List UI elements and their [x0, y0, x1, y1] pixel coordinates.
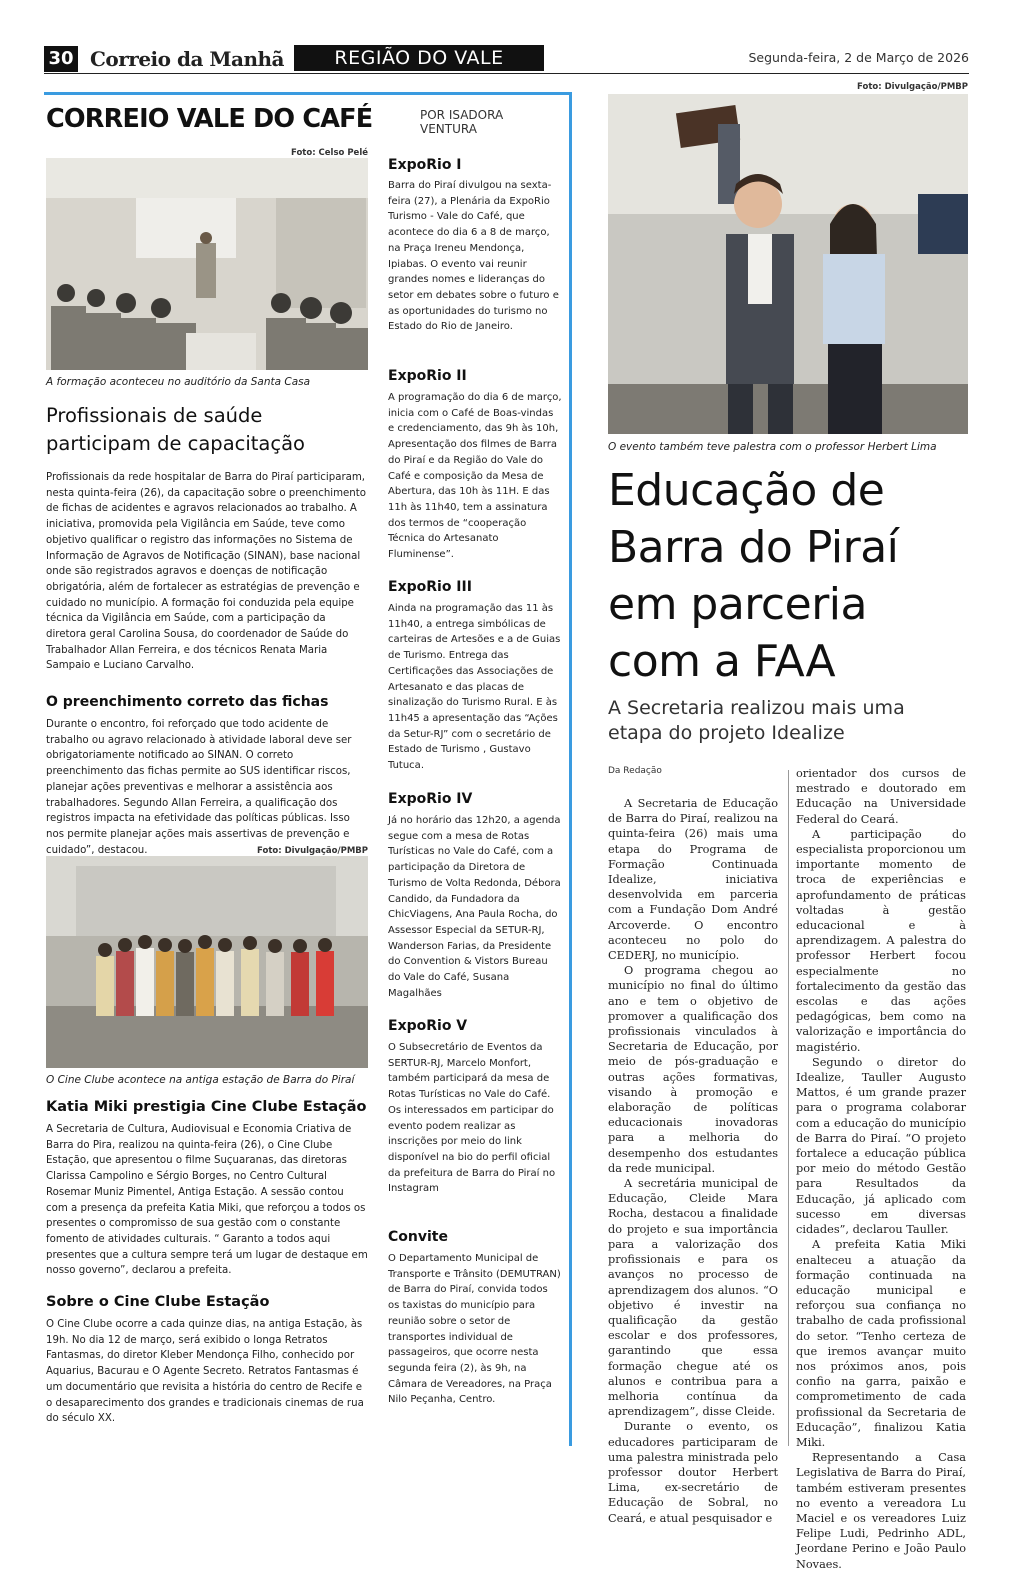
main-headline-line-4: com a FAA [608, 636, 836, 687]
article1-headline-line-2: participam de capacitação [46, 432, 305, 455]
main-col1-p2: O programa chegou ao município no final do último ano e tem o objetivo de promover a qualificação dos profissionais vinculados à Secretaria de Educação, por meio de pós-graduação e outras ações formativas, visando à promoção e elaboração de políticas educacionais inovadoras para a melhoria do desempenho dos estudantes da rede municipal. [608, 964, 778, 1175]
expo-3-body: Ainda na programação das 11 às 11h40, a entrega simbólicas de carteiras de Artesões e a de Guias de Turismo. Entrega das Certificações das Associações de Artesanato e das placas de sinalização do Turismo Rural. E às 11h45 a apresentação das “Ações da Setur-RJ” com o secretário de Estado de Turismo , Gustavo Tutuca. [388, 603, 561, 772]
photo2-caption: O Cine Clube acontece na antiga estação de Barra do Piraí [46, 1074, 355, 1086]
main-col2-p4: Representando a Casa Legislativa de Barra do Piraí, também estiveram presentes no evento a vereadora Lu Maciel e os vereadores Luiz Felipe Ludi, Pedrinho ADL, Jeordane Perino e João Paulo Novaes. [796, 1451, 966, 1571]
herbert-lima-illustration [608, 94, 968, 434]
main-deck-line-2: etapa do projeto Idealize [608, 722, 845, 744]
photo3-caption: O evento também teve palestra com o professor Herbert Lima [608, 441, 937, 453]
photo2-credit: Foto: Divulgação/PMBP [257, 846, 368, 856]
main-deck-line-1: A Secretaria realizou mais uma [608, 697, 905, 719]
main-col1-p3: A secretária municipal de Educação, Cleide Mara Rocha, destacou a finalidade do projeto e sua importância para a valorização dos profissionais e para os avanços no processo de aprendizagem dos alunos. “O objetivo é investir na qualificação da gestão escolar e dos professores, garantindo que essa formação chegue até os alunos e contribua para a melhoria contínua da aprendizagem”, disse Cleide. [608, 1177, 778, 1419]
main-col2-p3: A prefeita Katia Miki enalteceu a atuação da formação continuada na educação municipal e reforçou sua confiança no trabalho de cada profissional do setor. “Tenho certeza de que iremos avançar muito nos próximos anos, pois confio na garra, paixão e comprometimento de cada profissional da Secretaria de Educação”, finalizou Katia Miki. [796, 1238, 966, 1449]
main-author: Da Redação [608, 766, 662, 776]
herbert-lima-photo [608, 94, 968, 434]
convite-body: O Departamento Municipal de Transporte e Trânsito (DEMUTRAN) de Barra do Piraí, convida todos os taxistas do município para reunião sobre o setor de transportes individual de passageiros, que ocorre nesta segunda feira (2), às 9h, na Câmara de Vereadores, na Praça Nilo Peçanha, Centro. [388, 1253, 561, 1406]
main-col2-p1: A participação do especialista proporcionou um importante momento de troca de experiências e aprofundamento de práticas voltadas à gestão educacional e à aprendizagem. A palestra do professor Herbert focou especialmente no fortalecimento da gestão das escolas e das ações pedagógicas, bem como na valorização e importância do magistério. [796, 827, 966, 1054]
auditorium-photo [46, 158, 368, 370]
issue-date: Segunda-feira, 2 de Março de 2026 [748, 50, 969, 65]
byline-line-1: POR ISADORA [420, 108, 504, 122]
photo1-credit: Foto: Celso Pelé [290, 148, 368, 158]
main-deck [608, 696, 968, 746]
expo-4-title: ExpoRio IV [388, 791, 473, 807]
article2-subhead: Sobre o Cine Clube Estação [46, 1294, 270, 1310]
article1-headline-line-1: Profissionais de saúde [46, 404, 263, 427]
expo-5-title: ExpoRio V [388, 1018, 468, 1034]
main-col2-continued: orientador dos cursos de mestrado e doutorado em Educação na Universidade Federal do Ceará. [796, 767, 966, 826]
photo3-credit: Foto: Divulgação/PMBP [857, 82, 968, 92]
main-col1-p1: A Secretaria de Educação de Barra do Piraí, realizou na quinta-feira (26) mais uma etapa do Programa de Formação Continuada Idealize, iniciativa desenvolvida em parceria com a Fundação Dom André Arcoverde. O encontro aconteceu no polo do CEDERJ, no município. [608, 797, 778, 963]
article1-headline [46, 402, 376, 458]
main-col1-p4: Durante o evento, os educadores participaram de uma palestra ministrada pelo professor doutor Herbert Lima, ex-secretário de Educação de Sobral, no Ceará, e atual pesquisador e [608, 1420, 778, 1525]
main-headline-line-1: Educação de [608, 465, 885, 516]
main-headline-line-3: em parceria [608, 579, 867, 630]
expo-5-body: O Subsecretário de Eventos da SERTUR-RJ, Marcelo Monfort, também participará da mesa de Rotas Turísticas no Vale do Café. Os interessados em participar do evento podem realizar as inscrições por meio do link disponível na bio do perfil oficial da prefeitura de Barra do Piraí no Instagram [388, 1042, 556, 1195]
expo-3-title: ExpoRio III [388, 579, 472, 595]
page-number: 30 [44, 46, 78, 72]
main-col2-p2: Segundo o diretor do Idealize, Tauller Augusto Mattos, é um grande prazer para o programa colaborar com a educação do município de Barra do Piraí. “O projeto fortalece a educação pública por meio do método Gestão para Resultados da Educação, já aplicado com sucesso em diversas cidades”, declarou Tauller. [796, 1055, 966, 1237]
cine-clube-photo [46, 856, 368, 1068]
cine-clube-illustration [46, 856, 368, 1068]
column-title: CORREIO VALE DO CAFÉ [46, 104, 373, 134]
column-separator [788, 770, 789, 1446]
column-byline [420, 108, 503, 136]
expo-4-body: Já no horário das 12h20, a agenda segue com a mesa de Rotas Turísticas no Vale do Café, com a participação da Diretora de Turismo de Volta Redonda, Débora Candido, da Fundadora da ChicViagens, Ana Paula Rocha, do Assessor Especial da SETUR-RJ, Wanderson Farias, da Presidente do Convention & Vistors Bureau do Vale do Café, Susana Magalhães [388, 815, 561, 999]
auditorium-illustration [46, 158, 368, 370]
main-col1 [608, 796, 778, 1526]
article2-body2: O Cine Clube ocorre a cada quinze dias, na antiga Estação, às 19h. No dia 12 de março, será exibido o longa Retratos Fantasmas, do diretor Kleber Mendonça Filho, conhecido por Aquarius, Bacurau e O Agente Secreto. Retratos Fantasmas é um documentário que revisita a história do centro de Recife e o desaparecimento dos grandes e tradicionais cinemas de rua do século XX. [46, 1319, 364, 1425]
expo-1-body: Barra do Piraí divulgou na sexta-feira (27), a Plenária da ExpoRio Turismo - Vale do Café, que acontece do dia 6 a 8 de março, na Praça Ireneu Mendonça, Ipiabas. O evento vai reunir grandes nomes e lideranças do setor em debates sobre o futuro e as oportunidades do turismo no Estado do Rio de Janeiro. [388, 180, 559, 333]
main-headline-line-2: Barra do Piraí [608, 522, 899, 573]
photo1-caption: A formação aconteceu no auditório da Santa Casa [46, 376, 311, 388]
main-col2 [796, 766, 966, 1572]
article2-body: A Secretaria de Cultura, Audiovisual e Economia Criativa de Barra do Pira, realizou na quinta-feira (26), o Cine Clube Estação, que apresentou o filme Suçuaranas, das diretoras Clarissa Campolino e Sérgio Borges, no Centro Cultural Rosemar Muniz Pimentel, Antiga Estação. A sessão contou com a presença da prefeita Katia Miki, que reforçou a todos os presentes o compromisso de sua gestão com o constante fomento de atividades culturais. “ Garanto a todos aqui presentes que a cultura sempre terá um lugar de destaque em nosso governo”, declarou a prefeita. [46, 1124, 368, 1277]
expo-1-title: ExpoRio I [388, 157, 462, 173]
masthead [44, 44, 969, 74]
expo-2-body: A programação do dia 6 de março, inicia com o Café de Boas-vindas e credenciamento, das 9h às 10h, Apresentação dos filmes de Barra do Piraí e da Região do Vale do Café e composição da Mesa de Abertura, das 10h às 11H. E das 11h às 11h40, tem a assinatura dos termos de “cooperação Técnica do Artesanato Fluminense”. [388, 392, 562, 561]
section-label: REGIÃO DO VALE [294, 45, 544, 71]
article1-body: Profissionais da rede hospitalar de Barra do Piraí participaram, nesta quinta-feira (26), da capacitação sobre o preenchimento de fichas de acidentes e agravos relacionados ao trabalho. A iniciativa, promovida pela Vigilância em Saúde, teve como objetivo qualificar o registro das informações no Sistema de Informação de Agravos de Notificação (SINAN), base nacional onde são registrados agravos e doenças de notificação obrigatória, além de fortalecer as estratégias de prevenção e cuidado no município. A formação foi conduzida pela equipe técnica da Vigilância em Saúde, com a participação da diretora geral Carolina Sousa, do coordenador de Saúde do Trabalhador Allan Ferreira, e dos técnicos Renata Maria Sampaio e Luciano Carvalho. [46, 472, 366, 672]
convite-title: Convite [388, 1229, 448, 1245]
article1-body2: Durante o encontro, foi reforçado que todo acidente de trabalho ou agravo relacionado à atividade laboral deve ser obrigatoriamente notificado ao SINAN. O correto preenchimento das fichas permite ao SUS identificar riscos, planejar ações preventivas e melhorar a assistência aos trabalhadores. Segundo Allan Ferreira, a qualificação dos registros impacta na efetividade das políticas públicas. Isso nos permite planejar ações mais assertivas de prevenção e cuidado”, destacou. [46, 719, 352, 856]
article2-headline: Katia Miki prestigia Cine Clube Estação [46, 1099, 367, 1115]
paper-name: Correio da Manhã [90, 47, 285, 71]
main-headline [608, 462, 978, 690]
article1-subhead: O preenchimento correto das fichas [46, 694, 329, 710]
expo-2-title: ExpoRio II [388, 368, 467, 384]
byline-line-2: VENTURA [420, 122, 477, 136]
